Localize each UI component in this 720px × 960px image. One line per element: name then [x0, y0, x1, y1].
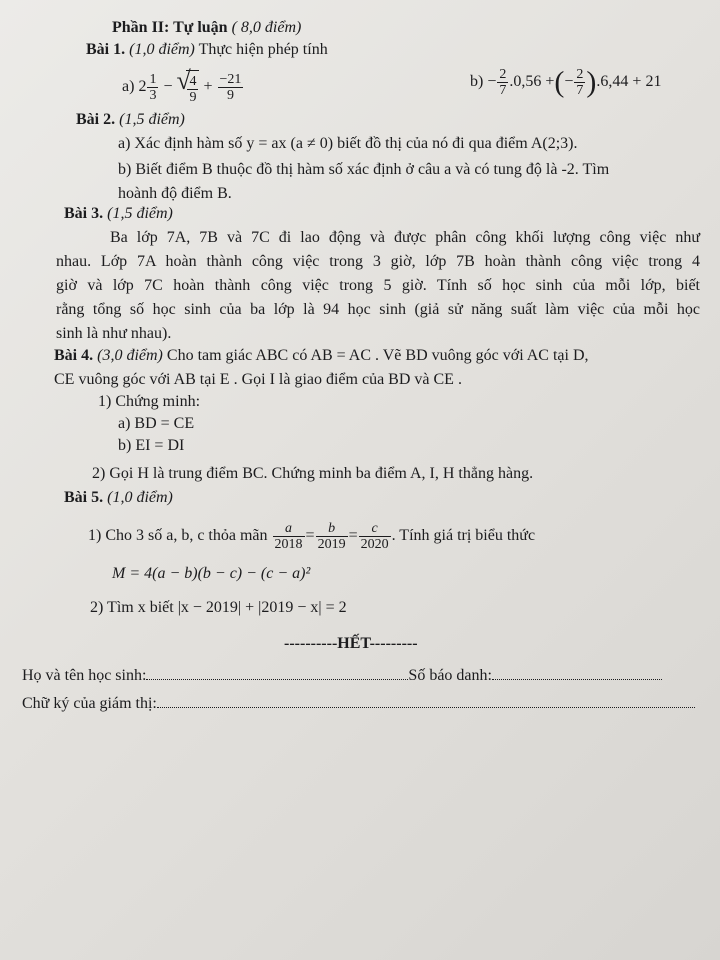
bai1-title: Bài 1.	[86, 41, 126, 58]
bai5-expression: M = 4(a − b)(b − c) − (c − a)²	[112, 565, 311, 582]
bai1-points: (1,0 điểm)	[129, 41, 195, 58]
student-name-row	[22, 666, 662, 686]
bai1-b-label: b)	[470, 73, 484, 90]
bai2-a: a) Xác định hàm số y = ax (a ≠ 0) biết đồ thị của nó đi qua điểm A(2;3).	[118, 135, 578, 152]
bai5-frac-b: $\frac{b}{2019}$	[317, 520, 346, 552]
bai4-s1: 1) Chứng minh:	[98, 393, 201, 410]
bai3-line4: rằng tổng số học sinh của ba lớp là 94 học sinh (giả sử năng suất làm việc của mỗi học	[56, 301, 700, 318]
end-marker: ----------HẾT---------	[284, 635, 418, 652]
sbd-label: Số báo danh:	[408, 667, 492, 684]
signature-label: Chữ ký của giám thị:	[22, 695, 157, 712]
bai5-frac-c: $\frac{c}{2020}$	[360, 520, 389, 552]
signature-blank	[157, 707, 695, 708]
bai5-points: (1,0 điểm)	[107, 489, 173, 506]
bai5-p1-text: 1) Cho 3 số a, b, c thỏa mãn	[88, 527, 268, 544]
bai3-points: (1,5 điểm)	[107, 205, 173, 222]
bai5-p1-post: . Tính giá trị biểu thức	[391, 527, 536, 544]
bai2-heading	[76, 110, 185, 130]
bai1-text: Thực hiện phép tính	[198, 41, 328, 58]
bai5-frac-a: $\frac{a}{2018}$	[274, 520, 303, 552]
bai4-line1	[54, 346, 700, 366]
bai1-heading	[86, 40, 328, 60]
bai3-line2: nhau. Lớp 7A hoàn thành công việc trong 3 giờ, lớp 7B hoàn thành công việc trong 4	[56, 253, 700, 270]
part-header	[112, 18, 301, 38]
bai1-a-frac: $\frac{1}{3}$	[149, 72, 157, 103]
bai3-line5: sinh là như nhau).	[56, 325, 172, 342]
bai1-a-label: a)	[122, 78, 135, 96]
bai5-p1: 1) Cho 3 số a, b, c thỏa mãn $\frac{a}{2018}$ = $\frac{b}{2019}$ = $\frac{c}{2020}$ . Tính giá trị biểu thức	[88, 520, 536, 552]
bai5-heading	[64, 488, 173, 508]
bai2-b-line2: hoành độ điểm B.	[118, 185, 232, 202]
student-name-blank	[146, 679, 408, 680]
bai5-p2: 2) Tìm x biết |x − 2019| + |2019 − x| = 2	[90, 599, 347, 616]
sbd-blank	[492, 679, 662, 680]
bai1-a-whole: 2	[138, 78, 147, 96]
signature-row	[22, 694, 695, 714]
bai1-a-sqrt: √ $\frac{4}{9}$	[176, 68, 199, 107]
part-title: Phần II: Tự luận	[112, 19, 228, 36]
bai4-points: (3,0 điểm)	[97, 347, 163, 364]
bai1-b-frac: $\frac{2}{7}$	[499, 66, 507, 98]
bai2-title: Bài 2.	[76, 111, 116, 128]
bai3-heading	[64, 204, 173, 224]
bai2-points: (1,5 điểm)	[119, 111, 185, 128]
bai4-s1b: b) EI = DI	[118, 437, 185, 454]
student-name-label: Họ và tên học sinh:	[22, 667, 147, 684]
bai2-b-line1: b) Biết điểm B thuộc đồ thị hàm số xác định ở câu a và có tung độ là -2. Tìm	[118, 161, 610, 178]
bai4-title: Bài 4.	[54, 347, 94, 364]
bai1-part-a: a) 2 $\frac{1}{3}$ − √ $\frac{4}{9}$ + $\frac{-21}{9}$	[122, 68, 244, 107]
bai1-b-frac2: $\frac{2}{7}$	[576, 66, 584, 98]
part-points: ( 8,0 điểm)	[231, 19, 302, 36]
bai1-a-frac2: $\frac{-21}{9}$	[219, 72, 242, 103]
bai4-s1a: a) BD = CE	[118, 415, 195, 432]
bai4-text1: Cho tam giác ABC có AB = AC . Vẽ BD vuông góc với AC tại D,	[166, 347, 589, 364]
bai3-line3: giờ và lớp 7C hoàn thành công việc trong 5 giờ. Tính số học sinh của mỗi lớp, biết	[56, 277, 700, 294]
bai4-line2: CE vuông góc với AB tại E . Gọi I là giao điểm của BD và CE .	[54, 371, 462, 388]
bai1-part-b: b) − $\frac{2}{7}$ .0,56 +(− $\frac{2}{7}$ ).6,44 + 21	[470, 65, 662, 99]
bai3-line1: Ba lớp 7A, 7B và 7C đi lao động và được phân công khối lượng công việc như	[110, 229, 700, 246]
bai4-s2: 2) Gọi H là trung điểm BC. Chứng minh ba điểm A, I, H thẳng hàng.	[92, 465, 534, 482]
bai3-title: Bài 3.	[64, 205, 104, 222]
bai5-title: Bài 5.	[64, 489, 104, 506]
